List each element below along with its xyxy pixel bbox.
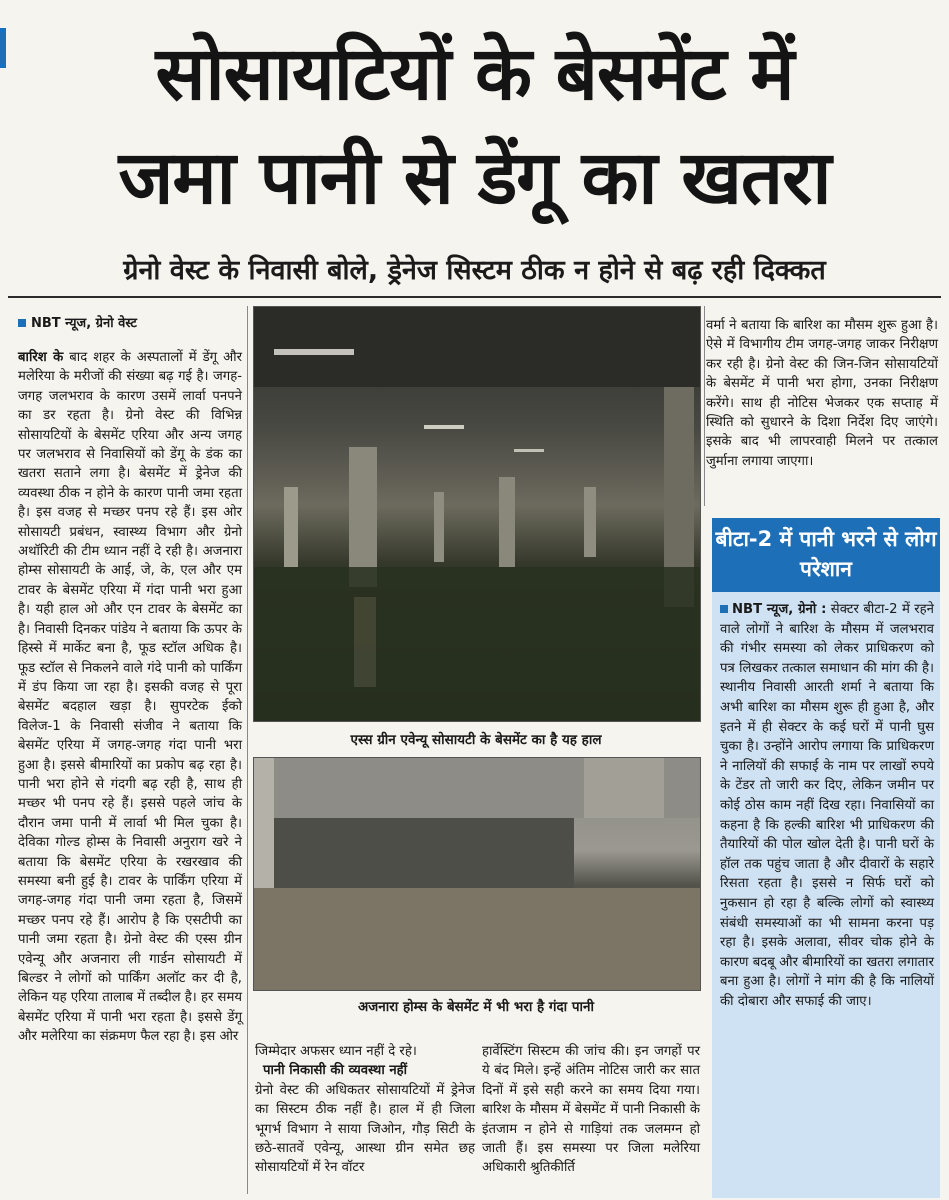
article-column-4: वर्मा ने बताया कि बारिश का मौसम शुरू हुआ है। ऐसे में विभागीय टीम जगह-जगह जाकर निरीक्षण कर रही है। ग्रेनो वेस्ट की जिन-जिन सोसायटियों के बेसमेंट में पानी भरा होगा, उनका निरीक्षण करेंगे। साथ ही नोटिस भेजकर एक सप्ताह में स्थिति को सुधारने के दिशा निर्देश दिए जाएंगे। इसके बाद भी लापरवाही मिलने पर तत्काल जुर्माना लगाया जाएगा। (706, 318, 938, 469)
sidebar-body: NBT न्यूज, ग्रेनो : सेक्टर बीटा-2 में रहने वाले लोगों ने बारिश के मौसम में जलभराव की गंभीर समस्या को लेकर प्राधिकरण को पत्र लिखकर तत्काल समाधान की मांग की है। स्थानीय निवासी आरती शर्मा ने बताया कि अभी बारिश का मौसम शुरू ही हुआ है, और इतने में ही सेक्टर के कई घरों में पानी घुस चुका है। उन्होंने आरोप लगाया कि प्राधिकरण ने नालियों की सफाई के नाम पर लाखों रुपये के टेंडर तो जारी कर दिए, लेकिन जमीन पर कोई ठोस काम नहीं दिख रहा। निवासियों का कहना है कि हल्की बारिश भी प्राधिकरण की तैयारियों की पोल खोल देती है। पानी घरों के हॉल तक पहुंच जाता है और दीवारों के सहारे रिसता रहता है। इससे न सिर्फ घरों को नुकसान हो रहा है बल्कि लोगों को स्वास्थ्य संबंधी समस्याओं का भी सामना करना पड़ रहा है। इसके अलावा, सीवर चोक होने के कारण बदबू और बीमारियों का खतरा लगातार बना हुआ है। लोगों ने मांग की है कि नालियों की दोबारा और सफाई की जाए। (720, 602, 934, 1009)
article-lead: बारिश के (18, 350, 64, 365)
column-separator-right (704, 306, 705, 506)
headline-line-1: सोसायटियों के बेसमेंट में (155, 31, 794, 117)
photo-caption-1: एस्स ग्रीन एवेन्यू सोसायटी के बेसमेंट का है यह हाल (350, 732, 602, 748)
section-subheading: पानी निकासी की व्यवस्था नहीं (263, 1063, 408, 1079)
basement-photo-2 (253, 757, 701, 991)
article-column-1 (18, 348, 242, 1047)
column-separator (247, 306, 248, 1194)
sidebar-title: बीटा-2 में पानी भरने से लोग परेशान (712, 518, 940, 592)
sidebar-square-icon (720, 605, 728, 613)
byline: NBT न्यूज, ग्रेनो वेस्ट (18, 313, 137, 331)
subheadline: ग्रेनो वेस्ट के निवासी बोले, ड्रेनेज सिस्टम ठीक न होने से बढ़ रही दिक्कत (123, 255, 826, 286)
waterlogged-basement-image (254, 758, 700, 990)
article-column-3: हार्वेस्टिंग सिस्टम की जांच की। इन जगहों पर ये बंद मिले। इन्हें अंतिम नोटिस जारी कर सात दिनों में इसे सही करने का समय दिया गया। बारिश के मौसम में बेसमेंट में पानी निकासी के इंतजाम न होने से गाड़ियां तक जलमग्न हो जाती हैं। इस समस्या पर जिला मलेरिया अधिकारी श्रुतिकीर्ति (482, 1044, 700, 1176)
headline-line-2: जमा पानी से डेंगू का खतरा (118, 135, 831, 221)
basement-pillars-image (254, 307, 700, 721)
article-column-2: जिम्मेदार अफसर ध्यान नहीं दे रहे। पानी निकासी की व्यवस्था नहीं ग्रेनो वेस्ट की अधिकतर सोसायटियों में ड्रेनेज का सिस्टम ठीक नहीं है। हाल में ही जिला भूगर्भ विभाग ने साया जिओन, गौड़ सिटी के छठे-सातवें एवेन्यू, आस्था ग्रीन समेत छह सोसायटियों में रेन वॉटर (255, 1044, 475, 1176)
article-text: बाद शहर के अस्पतालों में डेंगू और मलेरिया के मरीजों की संख्या बढ़ गई है। जगह-जगह जलभराव के कारण उसमें लार्वा पनपने का डर रहता है। ग्रेनो वेस्ट की विभिन्न सोसायटियों के बेसमेंट एरिया और अन्य जगह पर जलभराव से निवासियों को डेंगू के डंक का खतरा सताने लगा है। बेसमेंट में ड्रेनेज की व्यवस्था ठीक न होने के कारण पानी जमा रहता है। इस वजह से मच्छर पनप रहे हैं। इस ओर सोसायटी प्रबंधन, स्वास्थ्य विभाग और ग्रेनो अथॉरिटी की टीम ध्यान नहीं दे रही है। अजनारा होम्स सोसायटी के आई, जे, के, एल और एम टावर के बेसमेंट एरिया में गंदा पानी भरा हुआ है। यही हाल ओ और एन टावर के बेसमेंट का है। निवासी दिनकर पांडेय ने बताया कि ऊपर के हिस्से में मार्केट बना है, फूड स्टॉल अधिक है। फूड स्टॉल से निकलने वाले गंदे पानी को पार्किंग में डंप किया जा रहा है। इसकी वजह से पूरा बेसमेंट बदहाल खड़ा है। सुपरटेक ईको विलेज-1 के निवासी संजीव ने बताया कि बेसमेंट एरिया में जगह-जगह गंदा पानी भरा हुआ है। इससे बीमारियों का प्रकोप बढ़ रहा है। पानी भरा होने से गंदगी बढ़ रही है, साथ ही मच्छर भी पनप रहे हैं। इससे पहले जांच के दौरान जमा पानी में लार्वा भी मिल चुका है। देविका गोल्ड होम्स के निवासी अनुराग खरे ने बताया कि बेसमेंट एरिया के रखरखाव की समस्या बनी हुई है। टावर के पार्किंग एरिया में जगह-जगह गंदा पानी जमा रहता है, जिसमें मच्छर पनप रहे हैं। आरोप है कि एसटीपी का पानी जमा रहता है। ग्रेनो वेस्ट की एस्स ग्रीन एवेन्यू और अजनारा ली गार्डन सोसायटी में बिल्डर ने लोगों को पार्किंग अलॉट कर दी है, लेकिन यह एरिया तालाब में तब्दील है। हर समय बेसमेंट एरिया में पानी भरा रहता है। इससे डेंगू और मलेरिया का संक्रमण फैल रहा है। इस ओर (18, 350, 242, 1045)
byline-square-icon (18, 319, 26, 327)
basement-photo-1 (253, 306, 701, 722)
divider-rule (8, 296, 941, 298)
photo-caption-2: अजनारा होम्स के बेसमेंट में भी भरा है गंदा पानी (357, 999, 595, 1015)
